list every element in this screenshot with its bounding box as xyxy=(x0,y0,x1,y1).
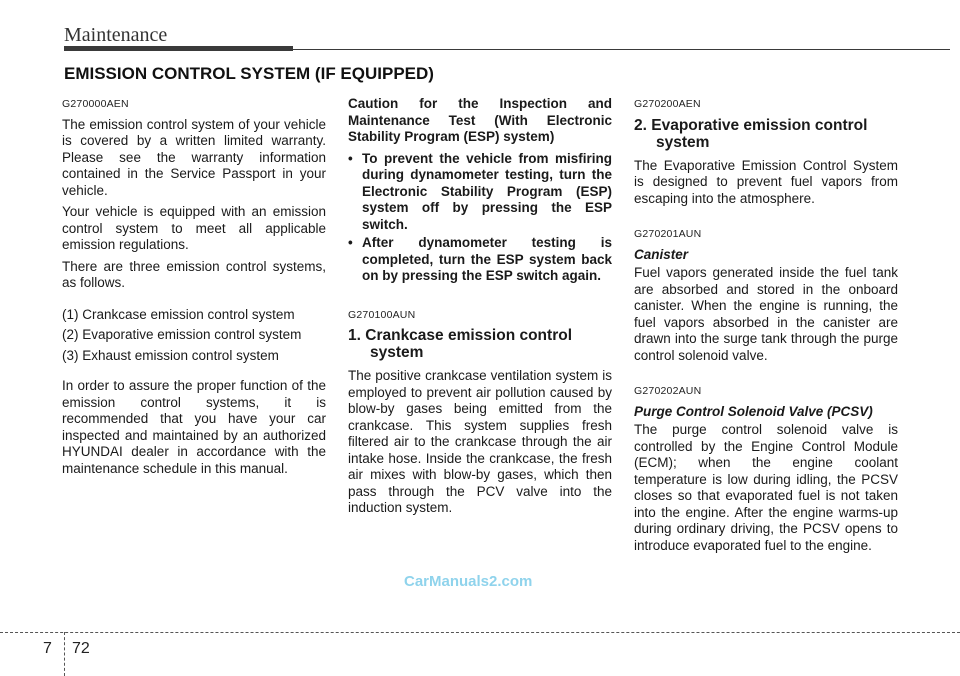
paragraph: Your vehicle is equipped with an emission control system to meet all applicable emission regulations. xyxy=(62,204,326,252)
doc-code: G270201AUN xyxy=(634,228,702,240)
paragraph: In order to assure the proper function of the emission control systems, it is recommended that you have your car inspected and maintained by an authorized HYUNDAI dealer in accordance with the maintenance schedule in this manual. xyxy=(62,378,326,476)
paragraph: The positive crankcase ventilation system is employed to prevent air pollution caused by blow-by gases being emitted from the crankcase. This system supplies fresh filtered air to the crankcase through the air intake hose. Inside the crankcase, the fresh air mixes with blow-by gases, which then pass through the PCV valve into the induction system. xyxy=(348,368,612,515)
subheading: Purge Control Solenoid Valve (PCSV) xyxy=(634,403,873,419)
watermark: CarManuals2.com xyxy=(404,573,533,590)
paragraph: The emission control system of your vehicle is covered by a written limited warranty. Please see the warranty information contained in the Service Passport in your vehicle. xyxy=(62,116,326,198)
paragraph: The purge control solenoid valve is controlled by the Engine Control Module (ECM); when the engine coolant temperature is low during idling, the PCSV closes so that evaporated fuel is not taken into the engine. After the engine warms-up during ordinary driving, the PCSV opens to introduce evaporated fuel to the engine. xyxy=(634,422,898,553)
header-rule-thin xyxy=(293,49,950,50)
column-middle xyxy=(348,96,612,522)
page-number: 72 xyxy=(72,640,90,657)
doc-code: G270100AUN xyxy=(348,308,416,321)
list-item: (1) Crankcase emission control system xyxy=(62,306,295,322)
section-heading: 1. Crankcase emission control system xyxy=(348,327,572,361)
doc-code: G270000AEN xyxy=(62,98,129,110)
header-rule-thick xyxy=(64,46,293,51)
subheading: Canister xyxy=(634,246,689,262)
section-heading: 2. Evaporative emission control system xyxy=(634,116,868,151)
page-title: EMISSION CONTROL SYSTEM (IF EQUIPPED) xyxy=(64,64,434,83)
caution-title: Caution for the Inspection and Maintenance Test (With Electronic Stability Program (ESP) system) xyxy=(348,96,612,144)
list-item: (3) Exhaust emission control system xyxy=(62,347,279,363)
list-item: • After dynamometer testing is completed, turn the ESP system back on by pressing the ESP switch again. xyxy=(348,235,612,283)
section-header: Maintenance xyxy=(64,24,168,46)
bullet-icon: • xyxy=(348,150,353,166)
doc-code: G270202AUN xyxy=(634,385,702,397)
doc-code: G270200AEN xyxy=(634,98,701,110)
chapter-number: 7 xyxy=(43,640,52,657)
paragraph: There are three emission control systems, as follows. xyxy=(62,258,326,290)
list-item: • To prevent the vehicle from misfiring during dynamometer testing, turn the Electronic Stability Program (ESP) system off by pressing the ESP switch. xyxy=(348,150,612,232)
column-left xyxy=(62,96,326,482)
bullet-icon: • xyxy=(348,235,353,250)
paragraph: The Evaporative Emission Control System is designed to prevent fuel vapors from escaping into the atmosphere. xyxy=(634,157,898,206)
footer-divider xyxy=(64,632,65,676)
paragraph: Fuel vapors generated inside the fuel tank are absorbed and stored in the onboard canister. When the engine is running, the fuel vapors absorbed in the canister are drawn into the surge tank through the purge control solenoid valve. xyxy=(634,265,898,363)
column-right xyxy=(634,96,898,559)
list-item: (2) Evaporative emission control system xyxy=(62,327,302,342)
footer-rule xyxy=(0,632,960,633)
